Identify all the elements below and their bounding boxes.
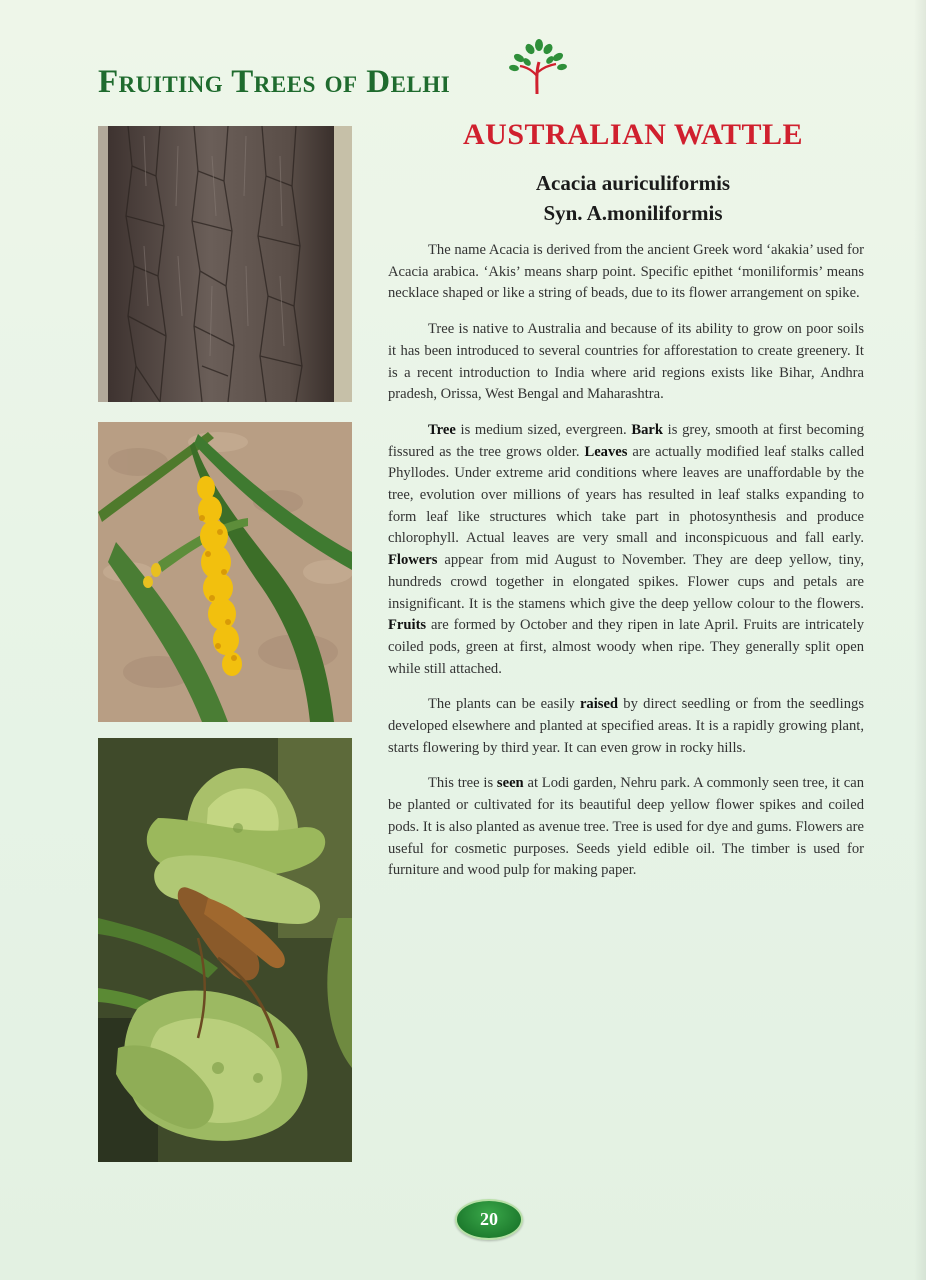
coiled-pods-photo — [98, 738, 352, 1162]
paragraph-description — [388, 420, 864, 680]
flower-spike-photo — [98, 422, 352, 722]
paragraph-propagation — [388, 694, 864, 759]
bark-label: Bark — [631, 421, 663, 438]
tree-text: is medium sized, evergreen. — [455, 421, 632, 438]
species-common-name: AUSTRALIAN WATTLE — [463, 118, 803, 151]
leaves-label: Leaves — [584, 443, 628, 460]
propagation-text-before: The plants can be easily — [428, 696, 580, 713]
flowers-text: appear from mid August to November. They are deep yellow, tiny, hundreds crowd together in elongated spikes. Flower cups and petals are insignificant. It is the stamens which give the deep yellow colour to the flowers. — [388, 552, 864, 612]
raised-label: raised — [579, 696, 619, 713]
seen-label: seen — [496, 775, 524, 792]
propagation-text-after: by direct seedling or from the seedlings developed elsewhere and planted at specified areas. It is a rapidly growing plant, starts flowering by third year. It can even grow in rocky hills. — [388, 696, 865, 756]
synonym-name: Syn. A.moniliformis — [543, 201, 723, 225]
species-scientific-name-block — [376, 168, 890, 228]
paragraph-etymology: The name Acacia is derived from the ancient Greek word ‘akakia’ used for Acacia arabica. ‘Akis’ means sharp point. Specific epithet ‘moniliformis’ means necklace shaped or like a string of beads, due to its flower arrangement on spike. — [388, 242, 864, 302]
paragraph-uses — [388, 773, 864, 882]
page-spine-shadow — [914, 0, 926, 1280]
scientific-name: Acacia auriculiformis — [535, 171, 731, 195]
uses-text-after: at Lodi garden, Nehru park. A commonly seen tree, it can be planted or cultivated for its beautiful deep yellow flower spikes and coiled pods. It is also planted as avenue tree. Tree is used for dye and gums. Flowers are useful for cosmetic purposes. Seeds yield edible oil. The timber is used for furniture and wood pulp for making paper. — [388, 775, 865, 879]
fruits-label: Fruits — [388, 617, 427, 634]
bark-photo — [98, 126, 352, 402]
paragraph-origin: Tree is native to Australia and because of its ability to grow on poor soils it has been introduced to several countries for afforestation to create greenery. It is a recent introduction to India where arid regions exists like Bihar, Andhra pradesh, Orissa, West Bengal and Maharashtra. — [388, 321, 864, 403]
fruits-text: are formed by October and they ripen in late April. Fruits are intricately coiled pods, green at first, almost woody when ripe. They generally split open while still attached. — [388, 617, 864, 677]
uses-text-before: This tree is — [428, 775, 497, 792]
page-number: 20 — [455, 1199, 523, 1240]
description-body — [388, 240, 864, 896]
leaves-text: are actually modified leaf stalks called Phyllodes. Under extreme arid conditions where leaves are unaffordable by the tree, evolution over millions of years has resulted in leaf stalks expanding to form leaf like structures which take part in photosynthesis and produce chlorophyll. Actual leaves are very small and inconspicuous and fall early. — [388, 443, 864, 547]
tree-label: Tree — [428, 421, 456, 438]
flowers-label: Flowers — [388, 552, 438, 569]
book-title: Fruiting Trees of Delhi — [98, 64, 451, 100]
tree-icon — [506, 36, 568, 96]
bark-text: is grey, smooth at first becoming fissured as the tree grows older. — [388, 421, 864, 460]
